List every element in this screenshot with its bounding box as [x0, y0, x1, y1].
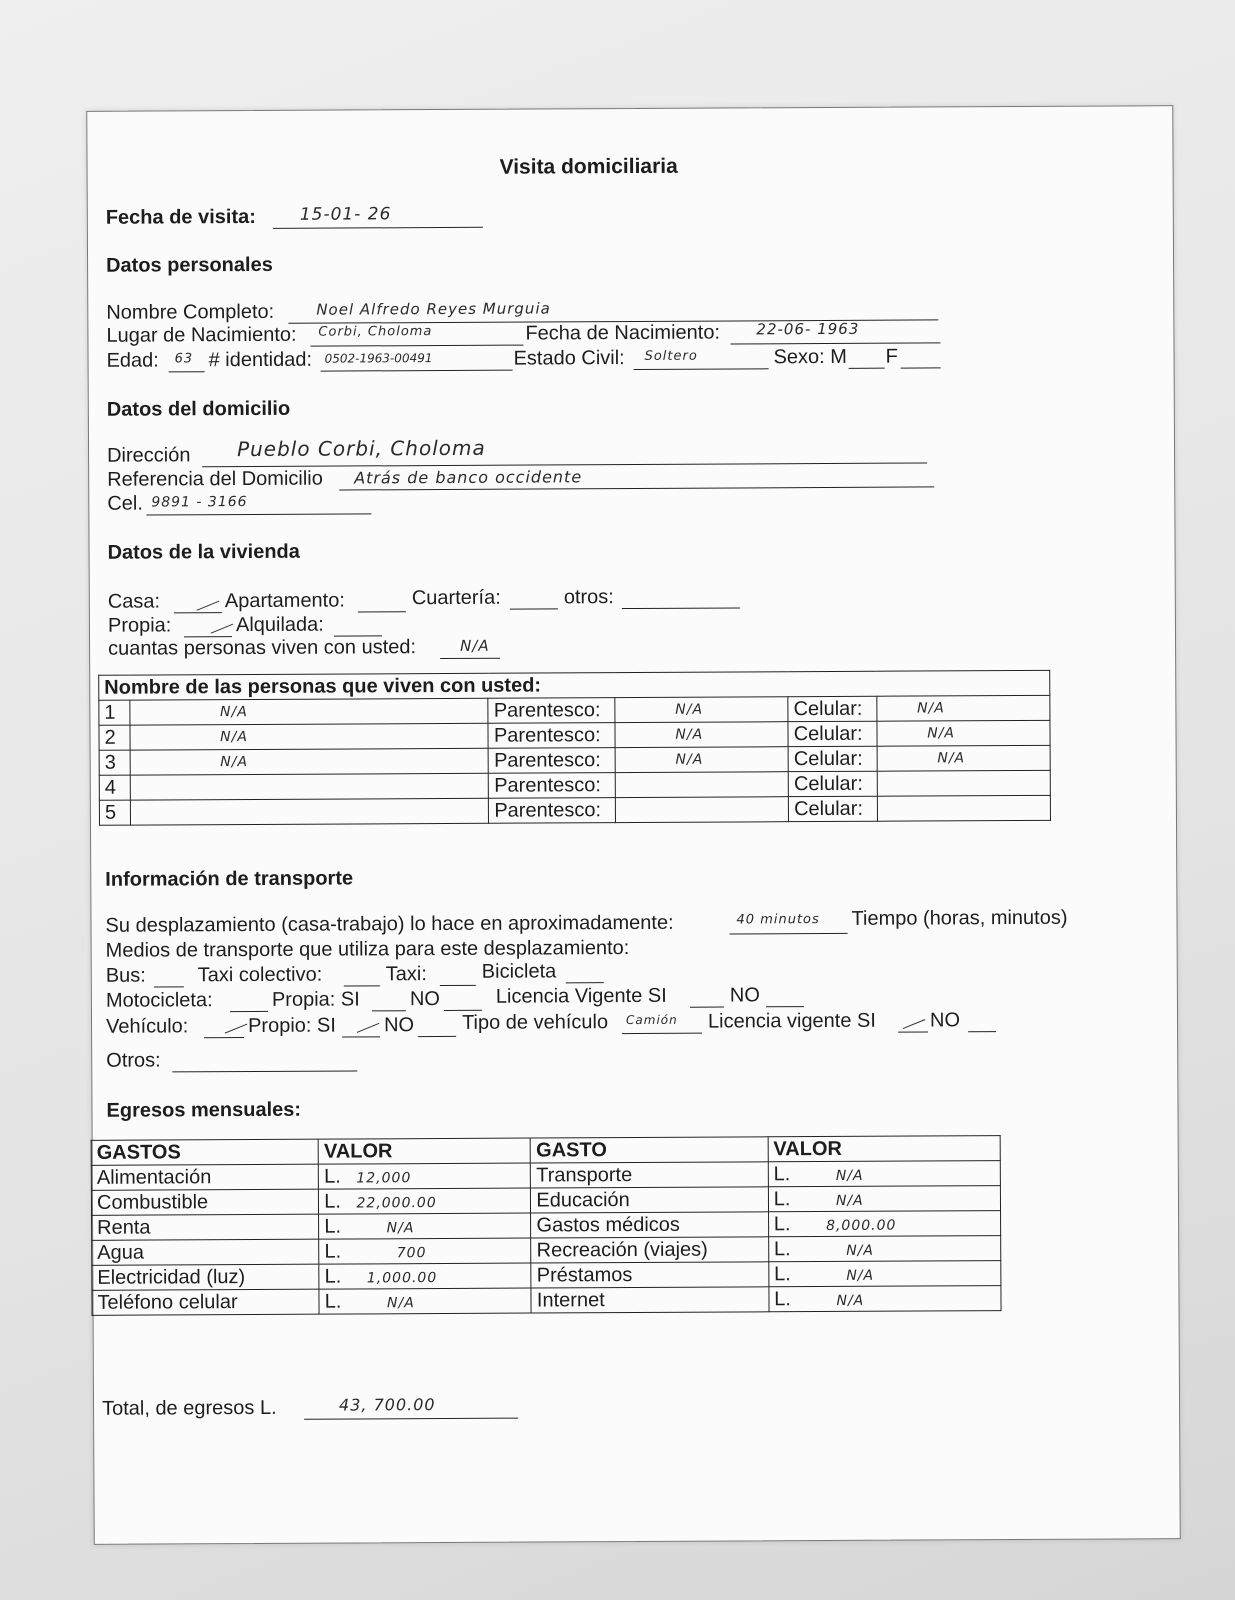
- address-value: Pueblo Corbi, Choloma: [236, 435, 486, 462]
- parentesco-label: Parentesco:: [489, 773, 616, 799]
- expense-right-value: N/A: [846, 1242, 875, 1259]
- household-row-number: 2: [99, 725, 130, 750]
- cuarteria-line: [510, 608, 558, 609]
- page-title: Visita domiciliaria: [499, 154, 678, 179]
- expense-left-label: Agua: [92, 1239, 319, 1265]
- col-valor-header: VALOR: [318, 1138, 530, 1164]
- parentesco-label: Parentesco:: [488, 748, 615, 774]
- expense-right-value: N/A: [835, 1192, 864, 1209]
- expense-right-label: Recreación (viajes): [531, 1237, 768, 1263]
- household-row-name: [130, 798, 489, 825]
- visit-date-line: [273, 227, 483, 229]
- propia-label: Propia:: [107, 614, 172, 637]
- age-line: [169, 371, 205, 372]
- parentesco-label: Parentesco:: [489, 798, 616, 824]
- household-row-number: 5: [99, 800, 130, 825]
- vehiculo-licencia-si-line: [898, 1031, 928, 1032]
- household-row-celular: N/A: [877, 745, 1050, 771]
- bicicleta-line: [566, 982, 604, 983]
- age-value: 63: [174, 351, 194, 367]
- expense-left-label: Electricidad (luz): [92, 1264, 319, 1290]
- household-row-parentesco: [615, 772, 788, 798]
- moto-licencia-no-line: [766, 1006, 804, 1007]
- sex-f-label: F: [885, 345, 898, 368]
- parentesco-label: Parentesco:: [488, 698, 615, 724]
- expense-right-value: N/A: [836, 1292, 865, 1309]
- propia-check-mark: [211, 624, 234, 634]
- full-name-value: Noel Alfredo Reyes Murguia: [316, 299, 551, 319]
- expense-left-value-cell: [319, 1213, 531, 1239]
- expense-left-label: Teléfono celular: [92, 1289, 319, 1315]
- table-row: [92, 1286, 1001, 1316]
- total-line: [304, 1418, 518, 1420]
- household-row-celular: N/A: [877, 720, 1050, 746]
- apartamento-label: Apartamento:: [224, 589, 345, 613]
- currency-label: L.: [324, 1165, 341, 1188]
- id-value: 0502-1963-00491: [324, 351, 433, 366]
- id-line: [321, 370, 513, 372]
- total-label: Total, de egresos L.: [101, 1396, 277, 1420]
- vehiculo-propio-si-line: [342, 1036, 380, 1037]
- expense-left-value-cell: [319, 1238, 531, 1264]
- persons-line: [440, 658, 500, 659]
- household-row-number: 1: [99, 700, 130, 725]
- otros-housing-label: otros:: [563, 586, 614, 609]
- visit-date-label: Fecha de visita:: [105, 205, 256, 229]
- moto-licencia-no-label: NO: [729, 984, 760, 1007]
- table-row: [99, 795, 1050, 825]
- commute-label: Su desplazamiento (casa-trabajo) lo hace en aproximadamente:: [105, 911, 674, 937]
- bicicleta-label: Bicicleta: [481, 960, 557, 983]
- moto-propia-si-label: Propia: SI: [271, 988, 360, 1011]
- sex-m-line: [849, 368, 885, 369]
- persons-label: cuantas personas viven con usted:: [108, 636, 417, 660]
- civil-label: Estado Civil:: [513, 347, 625, 370]
- vehiculo-label: Vehículo:: [105, 1015, 189, 1038]
- parentesco-label: Parentesco:: [488, 723, 615, 749]
- expense-right-label: Préstamos: [531, 1262, 768, 1288]
- currency-label: L.: [324, 1265, 342, 1288]
- form-sheet: [86, 105, 1180, 1545]
- expense-right-label: Educación: [531, 1187, 768, 1213]
- reference-value: Atrás de banco occidente: [354, 467, 583, 488]
- expense-left-value-cell: [319, 1263, 531, 1289]
- taxi-colectivo-line: [344, 985, 380, 986]
- birthplace-value: Corbi, Choloma: [318, 324, 433, 340]
- birthplace-line: [310, 345, 523, 347]
- household-row-parentesco: N/A: [615, 722, 788, 748]
- sex-m-label: Sexo: M: [773, 345, 847, 369]
- alquilada-label: Alquilada:: [235, 613, 324, 637]
- expense-left-value: 12,000: [356, 1169, 412, 1186]
- col-gasto-header: GASTO: [531, 1137, 768, 1163]
- celular-label: Celular:: [788, 721, 877, 746]
- motocicleta-label: Motocicleta:: [105, 989, 213, 1012]
- currency-label: L.: [324, 1290, 342, 1313]
- full-name-label: Nombre Completo:: [106, 300, 275, 324]
- birthdate-line: [730, 342, 940, 344]
- taxi-colectivo-label: Taxi colectivo:: [197, 963, 323, 987]
- domicile-heading: Datos del domicilio: [106, 397, 291, 421]
- expense-left-value-cell: [319, 1188, 531, 1214]
- vehiculo-licencia-check-mark: [903, 1019, 926, 1029]
- household-row-parentesco: N/A: [615, 747, 788, 773]
- motocicleta-line: [230, 1011, 268, 1012]
- vehiculo-licencia-label: Licencia vigente SI: [707, 1009, 876, 1033]
- civil-line: [634, 368, 769, 370]
- household-row-celular: [877, 770, 1050, 796]
- bus-label: Bus:: [105, 964, 146, 987]
- household-table: [98, 670, 1051, 826]
- currency-label: L.: [774, 1287, 791, 1310]
- persons-value: N/A: [460, 636, 490, 655]
- vehiculo-licencia-no-line: [968, 1031, 996, 1032]
- personal-heading: Datos personales: [106, 253, 273, 277]
- id-label: # identidad:: [208, 348, 313, 372]
- otros-transport-line: [172, 1070, 357, 1072]
- expense-left-label: Alimentación: [91, 1164, 318, 1190]
- currency-label: L.: [773, 1162, 791, 1185]
- expense-right-label: Internet: [531, 1287, 768, 1313]
- expense-left-value: 1,000.00: [366, 1269, 438, 1286]
- expense-left-value-cell: [319, 1163, 531, 1189]
- moto-licencia-si-line: [690, 1007, 724, 1008]
- civil-value: Soltero: [644, 348, 698, 364]
- taxi-label: Taxi:: [385, 963, 427, 986]
- household-row-celular: N/A: [877, 695, 1050, 721]
- vehiculo-propio-check-mark: [357, 1023, 380, 1033]
- casa-check-mark: [197, 601, 220, 611]
- expense-right-value-cell: [768, 1261, 1000, 1287]
- household-row-number: 4: [99, 775, 130, 800]
- household-row-name: N/A: [130, 723, 489, 750]
- age-label: Edad:: [106, 349, 159, 372]
- celular-label: Celular:: [788, 746, 877, 771]
- moto-licencia-label: Licencia Vigente SI: [495, 984, 667, 1008]
- currency-label: L.: [324, 1215, 342, 1238]
- transport-heading: Información de transporte: [105, 867, 354, 891]
- cuarteria-label: Cuartería:: [411, 586, 501, 610]
- household-row-number: 3: [99, 750, 130, 775]
- expense-right-value-cell: [769, 1286, 1001, 1312]
- expense-right-value: 8,000.00: [826, 1217, 897, 1234]
- birthdate-label: Fecha de Nacimiento:: [525, 321, 721, 345]
- expense-left-value: N/A: [386, 1219, 415, 1236]
- col-valor2-header: VALOR: [768, 1136, 1000, 1162]
- commute-value: 40 minutos: [736, 912, 820, 928]
- household-row-parentesco: N/A: [615, 697, 788, 723]
- total-value: 43, 700.00: [338, 1395, 436, 1415]
- birthdate-value: 22-06- 1963: [756, 319, 860, 339]
- taxi-line: [440, 985, 476, 986]
- household-row-name: N/A: [129, 698, 488, 725]
- expense-right-value: N/A: [846, 1267, 875, 1284]
- currency-label: L.: [773, 1262, 791, 1285]
- bus-line: [154, 986, 184, 987]
- celular-label: Celular:: [788, 696, 877, 721]
- casa-line: [174, 612, 222, 613]
- reference-label: Referencia del Domicilio: [107, 467, 323, 491]
- col-gastos-header: GASTOS: [91, 1139, 318, 1165]
- phone-line: [146, 513, 371, 515]
- casa-label: Casa:: [107, 590, 161, 613]
- tipo-vehiculo-line: [622, 1033, 702, 1034]
- otros-transport-label: Otros:: [106, 1049, 161, 1072]
- celular-label: Celular:: [788, 796, 877, 821]
- birthplace-label: Lugar de Nacimiento:: [106, 323, 297, 347]
- housing-heading: Datos de la vivienda: [107, 540, 300, 564]
- expense-right-label: Gastos médicos: [531, 1212, 768, 1238]
- expense-left-value-cell: [319, 1288, 531, 1314]
- phone-label: Cel.: [107, 492, 143, 515]
- household-row-name: N/A: [130, 748, 489, 775]
- expense-right-value-cell: [768, 1236, 1000, 1262]
- expense-left-label: Combustible: [91, 1189, 318, 1215]
- expense-left-value: 700: [396, 1244, 427, 1261]
- currency-label: L.: [324, 1240, 342, 1263]
- expense-right-value-cell: [768, 1161, 1000, 1187]
- means-label: Medios de transporte que utiliza para este desplazamiento:: [105, 937, 630, 962]
- visit-date-value: 15-01- 26: [299, 204, 392, 225]
- household-row-celular: [877, 795, 1050, 821]
- phone-value: 9891 - 3166: [151, 494, 248, 511]
- apartamento-line: [358, 611, 406, 612]
- expense-left-value: N/A: [386, 1294, 415, 1311]
- vehiculo-check-mark: [225, 1024, 248, 1034]
- moto-no-label: NO: [409, 988, 440, 1011]
- tipo-vehiculo-value: Camión: [625, 1012, 678, 1028]
- household-row-name: [130, 773, 489, 800]
- commute-line: [730, 933, 848, 935]
- currency-label: L.: [773, 1187, 791, 1210]
- expense-left-label: Renta: [92, 1214, 319, 1240]
- expenses-table: [91, 1135, 1002, 1316]
- expense-left-value: 22,000.00: [356, 1194, 437, 1211]
- currency-label: L.: [773, 1237, 791, 1260]
- vehiculo-line: [204, 1037, 244, 1038]
- expense-right-value-cell: [768, 1186, 1000, 1212]
- otros-housing-line: [622, 607, 740, 609]
- tipo-vehiculo-label: Tipo de vehículo: [461, 1011, 609, 1034]
- currency-label: L.: [324, 1190, 341, 1213]
- expense-right-label: Transporte: [531, 1162, 768, 1188]
- household-header: Nombre de las personas que viven con usted:: [99, 670, 1050, 700]
- address-label: Dirección: [107, 444, 191, 467]
- sex-f-line: [901, 367, 941, 368]
- time-unit-label: Tiempo (horas, minutos): [851, 906, 1068, 930]
- moto-no-line: [444, 1010, 482, 1011]
- celular-label: Celular:: [788, 771, 877, 796]
- vehiculo-propio-si-label: Propio: SI: [247, 1014, 336, 1038]
- expense-right-value-cell: [768, 1211, 1000, 1237]
- household-row-parentesco: [615, 797, 788, 823]
- expense-right-value: N/A: [835, 1167, 864, 1184]
- vehiculo-no-label: NO: [383, 1014, 415, 1037]
- moto-propia-si-line: [372, 1010, 406, 1011]
- currency-label: L.: [773, 1212, 791, 1235]
- vehiculo-licencia-no-label: NO: [929, 1009, 961, 1032]
- expenses-heading: Egresos mensuales:: [106, 1098, 302, 1122]
- vehiculo-no-line: [418, 1036, 456, 1037]
